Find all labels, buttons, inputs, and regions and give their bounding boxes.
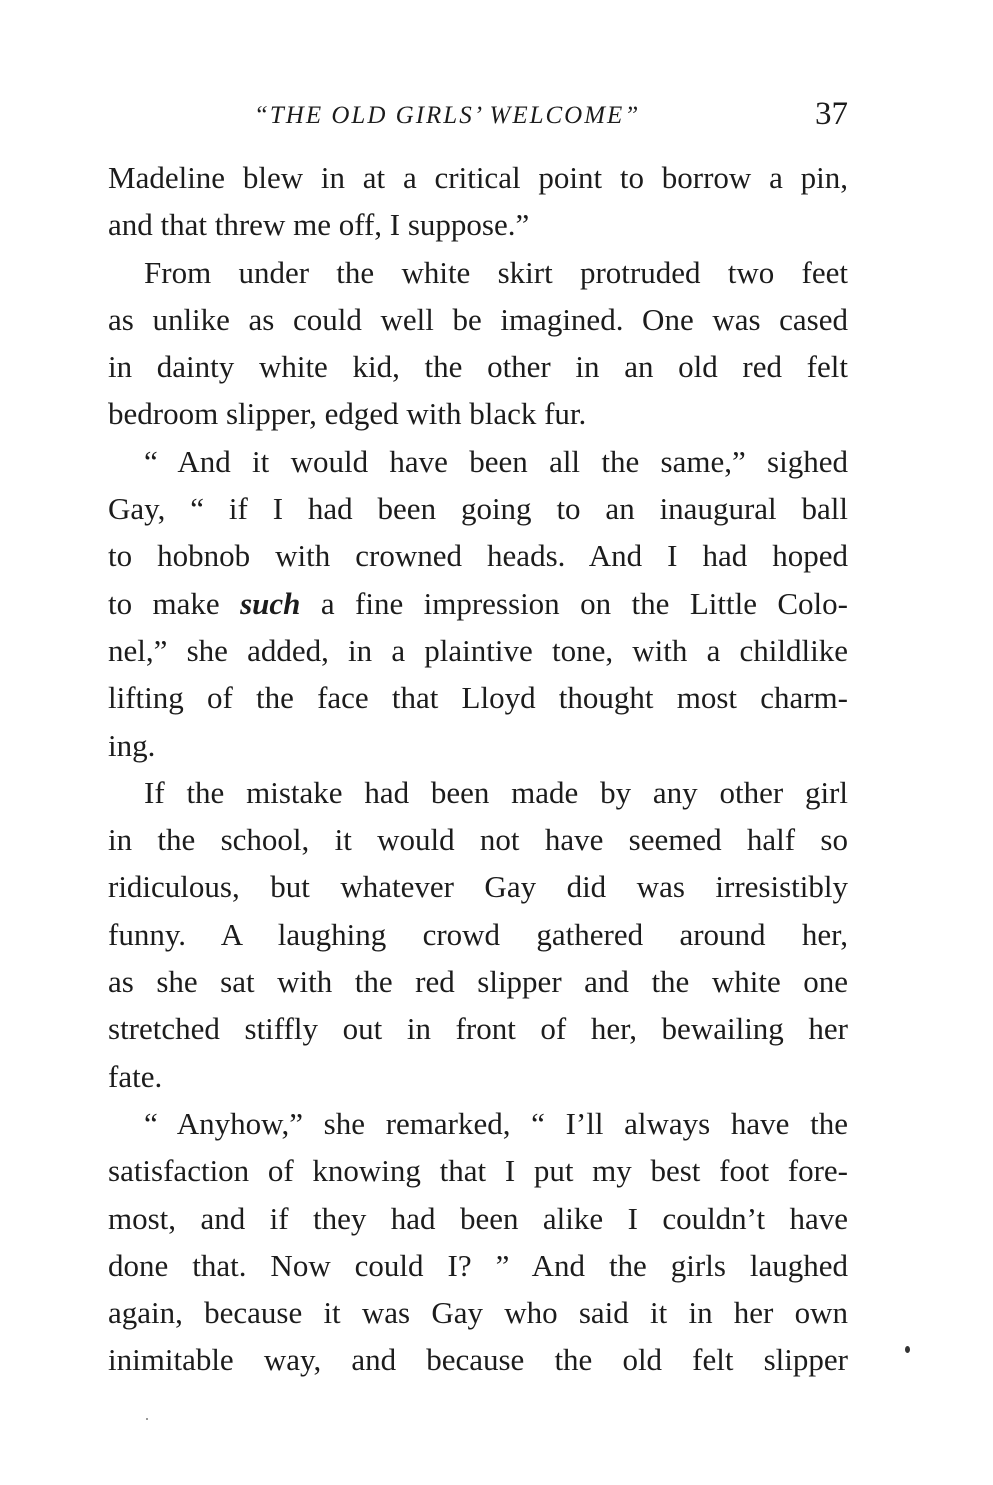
- text-line: done that. Now could I? ” And the girls laughed: [108, 1247, 848, 1283]
- running-title: “THE OLD GIRLS’ WELCOME”: [254, 102, 641, 129]
- text-line: inimitable way, and because the old felt slipper: [108, 1342, 848, 1378]
- running-head: [108, 96, 848, 140]
- text-line: most, and if they had been alike I couldn’t have: [108, 1200, 848, 1236]
- text-line: in dainty white kid, the other in an old red felt: [108, 349, 848, 385]
- page-number: 37: [815, 96, 848, 132]
- text-line: “ Anyhow,” she remarked, “ I’ll always have the: [144, 1105, 848, 1141]
- text-line: bedroom slipper, edged with black fur.: [108, 396, 587, 432]
- text-line: to hobnob with crowned heads. And I had hoped: [108, 538, 848, 574]
- text-line: lifting of the face that Lloyd thought most charm-: [108, 680, 848, 716]
- text-line: stretched stiffly out in front of her, bewailing her: [108, 1011, 848, 1047]
- text-line: ridiculous, but whatever Gay did was irresistibly: [108, 869, 848, 905]
- text-line: Gay, “ if I had been going to an inaugural ball: [108, 491, 848, 527]
- ink-speck: [905, 1346, 910, 1353]
- text-segment: to make: [108, 585, 220, 621]
- body-text: [108, 154, 848, 1384]
- text-line: “ And it would have been all the same,” sighed: [144, 443, 848, 479]
- text-line: fate.: [108, 1058, 163, 1094]
- text-line: as unlike as could well be imagined. One was cased: [108, 301, 848, 337]
- text-line-with-emphasis: [108, 580, 848, 627]
- text-line: again, because it was Gay who said it in her own: [108, 1295, 848, 1331]
- ink-speck: [146, 1418, 148, 1420]
- text-line: as she sat with the red slipper and the white one: [108, 964, 848, 1000]
- text-line: satisfaction of knowing that I put my best foot fore-: [108, 1153, 848, 1189]
- text-segment: a fine impression on the Little Colo-: [320, 585, 848, 621]
- text-line: nel,” she added, in a plaintive tone, with a childlike: [108, 632, 848, 668]
- text-line: funny. A laughing crowd gathered around her,: [108, 916, 848, 952]
- text-line: If the mistake had been made by any other girl: [144, 774, 848, 810]
- text-line: ing.: [108, 727, 156, 763]
- text-line: and that threw me off, I suppose.”: [108, 207, 530, 243]
- text-line: From under the white skirt protruded two feet: [144, 254, 848, 290]
- text-line: Madeline blew in at a critical point to borrow a pin,: [108, 160, 848, 195]
- text-line: in the school, it would not have seemed half so: [108, 822, 848, 858]
- emphasized-word: such: [240, 585, 301, 621]
